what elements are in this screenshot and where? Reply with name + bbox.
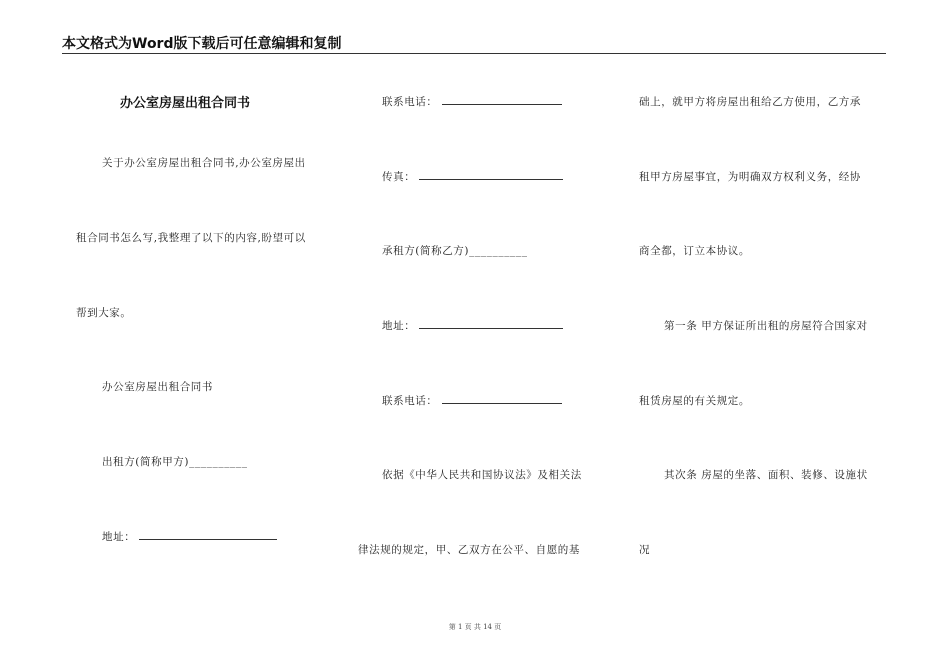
header-rule bbox=[62, 53, 886, 54]
middle-address-label: 地址： bbox=[382, 320, 416, 332]
document-header: 本文格式为Word版下载后可任意编辑和复制 bbox=[62, 36, 342, 52]
middle-phone-label-1: 联系电话： bbox=[382, 96, 438, 108]
left-line-1: 关于办公室房屋出租合同书,办公室房屋出 bbox=[102, 157, 306, 169]
page-number: 第 1 页 共 14 页 bbox=[448, 623, 502, 631]
middle-line-7: 律法规的规定，甲、乙双方在公平、自愿的基 bbox=[358, 544, 580, 556]
right-line-5: 租赁房屋的有关规定。 bbox=[639, 395, 750, 407]
middle-phone-row-2 bbox=[382, 393, 562, 408]
right-line-4: 第一条 甲方保证所出租的房屋符合国家对 bbox=[664, 320, 868, 332]
address-blank-2 bbox=[419, 327, 563, 329]
middle-phone-label-2: 联系电话： bbox=[382, 395, 438, 407]
middle-line-6: 依据《中华人民共和国协议法》及相关法 bbox=[382, 469, 582, 481]
left-line-2: 租合同书怎么写,我整理了以下的内容,盼望可以 bbox=[76, 232, 306, 244]
left-address-label: 地址： bbox=[102, 531, 136, 543]
left-line-5: 出租方(简称甲方)__________ bbox=[102, 456, 248, 468]
right-line-1: 础上，就甲方将房屋出租给乙方使用，乙方承 bbox=[639, 96, 861, 108]
right-line-7: 况 bbox=[639, 544, 651, 556]
middle-line-3: 承租方(简称乙方)__________ bbox=[382, 245, 528, 257]
middle-fax-label: 传真： bbox=[382, 171, 416, 183]
document-title: 办公室房屋出租合同书 bbox=[120, 96, 251, 111]
middle-address-row bbox=[382, 318, 563, 333]
phone-blank-2 bbox=[442, 402, 562, 404]
left-line-3: 帮到大家。 bbox=[76, 307, 132, 319]
left-address-row bbox=[102, 529, 277, 544]
middle-phone-row-1 bbox=[382, 94, 562, 109]
left-line-4: 办公室房屋出租合同书 bbox=[102, 381, 213, 393]
middle-fax-row bbox=[382, 169, 563, 184]
right-line-2: 租甲方房屋事宜，为明确双方权利义务，经协 bbox=[639, 171, 861, 183]
address-blank bbox=[139, 538, 277, 540]
right-line-6: 其次条 房屋的坐落、面积、装修、设施状 bbox=[664, 469, 868, 481]
right-line-3: 商全都，订立本协议。 bbox=[639, 245, 750, 257]
fax-blank bbox=[419, 178, 563, 180]
phone-blank-1 bbox=[442, 103, 562, 105]
